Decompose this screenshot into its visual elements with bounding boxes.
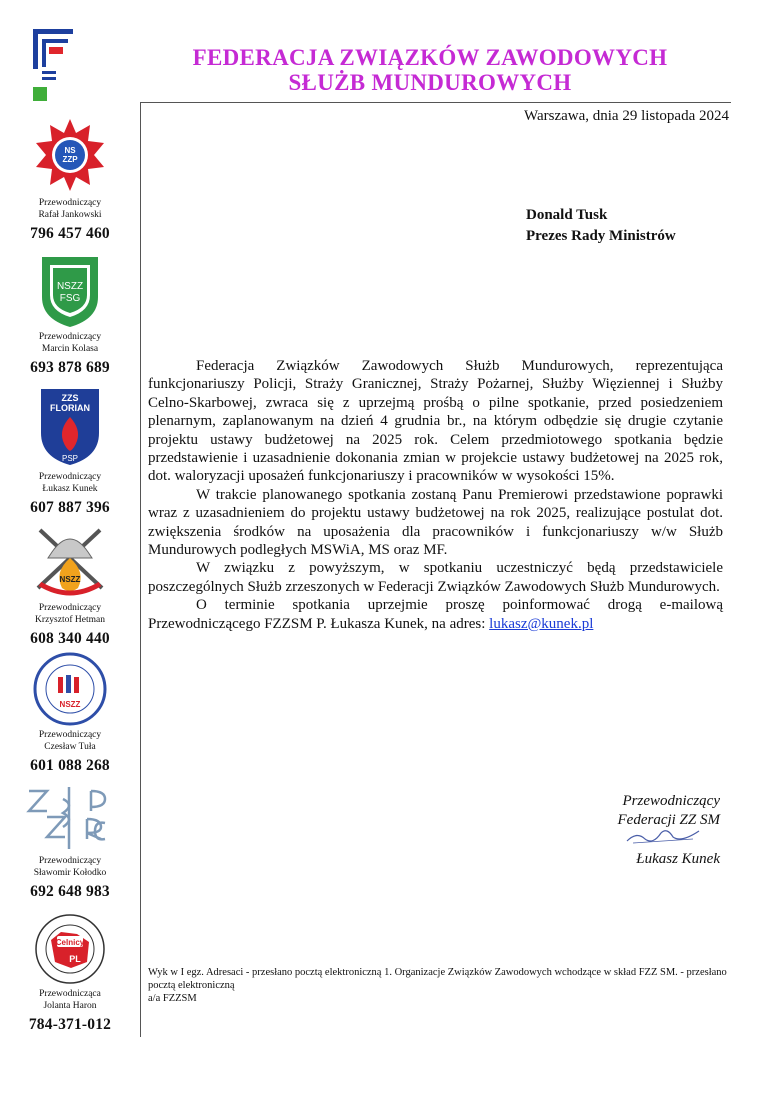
- member-phone: 692 648 983: [30, 883, 110, 900]
- member-role: Przewodniczący: [38, 332, 102, 342]
- letter-date: Warszawa, dnia 29 listopada 2024: [524, 108, 729, 124]
- letter-footer: [148, 966, 738, 1005]
- sidebar-divider: [140, 102, 141, 1037]
- member-phone: 607 887 396: [30, 499, 110, 516]
- header-divider: [140, 102, 731, 103]
- signature-name: Łukasz Kunek: [636, 851, 720, 867]
- member-phone: 784-371-012: [28, 1016, 112, 1033]
- florian-shield-icon: [37, 387, 103, 467]
- svg-text:FSG: FSG: [59, 293, 81, 304]
- sidebar-member-4: [0, 522, 140, 648]
- member-name: Sławomir Kołodko: [33, 868, 107, 878]
- sidebar-member-5: [0, 651, 140, 775]
- svg-text:PL: PL: [69, 954, 81, 964]
- footer-archive: a/a FZZSM: [148, 993, 197, 1004]
- sidebar-member-6: [0, 785, 140, 901]
- member-name: Rafał Jankowski: [38, 210, 102, 220]
- member-role: Przewodnicząca: [39, 989, 101, 999]
- member-phone: 601 088 268: [30, 757, 110, 774]
- organization-title-line2: SŁUŻB MUNDUROWYCH: [288, 70, 572, 95]
- member-phone: 796 457 460: [30, 225, 110, 242]
- border-guard-shield-icon: [32, 253, 108, 329]
- body-paragraph: W trakcie planowanego spotkania zostaną Panu Premierowi przedstawione poprawki wraz z uzasadnieniem do projektu ustawy budżetowej na rok 2025, realizujące postulat dot. zwiększenia środków na uposażenia dla pracowników i funkcjonariuszy w/w Służb Mundurowych podległych MSWiA, MS oraz MF.: [148, 486, 723, 559]
- organization-title-line1: FEDERACJA ZWIĄZKÓW ZAWODOWYCH: [192, 45, 668, 70]
- svg-text:PSP: PSP: [61, 454, 79, 463]
- police-star-emblem-icon: [32, 117, 108, 193]
- addressee-block: [526, 205, 676, 247]
- addressee-title: Prezes Rady Ministrów: [526, 228, 676, 244]
- handwritten-signature-icon: [623, 825, 703, 847]
- svg-text:ZZP: ZZP: [62, 155, 78, 164]
- body-paragraph: Federacja Związków Zawodowych Służb Mundurowych, reprezentująca funkcjonariuszy Policji, Straży Granicznej, Straży Pożarnej, Służby Więziennej i Służby Celno-Skarbowej, zwraca się z uprzejmą prośbą o pilne spotkanie, przed posiedzeniem plenarnym, zaplanowanym na dzień 4 grudnia br., na którym odbędzie się drugie czytanie projektu ustawy budżetowej na 2025 rok. Celem przedmiotowego spotkania będzie przedstawienie i uzasadnienie dokonania zmian w projekcie ustawy budżetowej na 2025 rok, dot. waloryzacji uposażeń funkcjonariuszy i pracowników w wysokości 15%.: [148, 358, 723, 485]
- member-role: Przewodniczący: [38, 198, 102, 208]
- body-paragraph: W związku z powyższym, w spotkaniu uczestniczyć będą przedstawiciele poszczególnych Służb zrzeszonych w Federacji Związków Zawodowych Służb Mundurowych.: [148, 560, 723, 595]
- svg-text:NSZZ: NSZZ: [59, 575, 81, 584]
- addressee-name: Donald Tusk: [526, 207, 608, 223]
- svg-text:NSZZ: NSZZ: [59, 700, 81, 709]
- member-phone: 693 878 689: [30, 359, 110, 376]
- svg-text:NS: NS: [64, 146, 76, 155]
- letter-body: [148, 357, 723, 633]
- email-link[interactable]: lukasz@kunek.pl: [489, 615, 594, 632]
- customs-caduceus-icon: [25, 785, 115, 851]
- fzzsm-logo-icon: [31, 29, 75, 103]
- body-paragraph-contact: [148, 596, 723, 633]
- svg-text:Celnicy: Celnicy: [55, 938, 85, 947]
- sidebar-member-3: [0, 387, 140, 517]
- member-role: Przewodniczący: [38, 856, 102, 866]
- celnicy-pl-seal-icon: [27, 912, 113, 986]
- signature-role: Przewodniczący: [622, 793, 720, 809]
- member-name: Marcin Kolasa: [41, 344, 99, 354]
- svg-text:FLORIAN: FLORIAN: [50, 403, 90, 413]
- member-name: Czesław Tuła: [44, 742, 96, 752]
- svg-text:NSZZ: NSZZ: [56, 281, 84, 292]
- svg-text:ZZS: ZZS: [61, 393, 79, 403]
- contact-text: O terminie spotkania uprzejmie proszę poinformować drogą e-mailową Przewodniczącego FZZSM P. Łukasza Kunek, na adres:: [148, 597, 723, 632]
- sidebar-member-7: [0, 912, 140, 1034]
- member-name: Krzysztof Hetman: [35, 615, 105, 625]
- member-name: Jolanta Haron: [43, 1001, 97, 1011]
- member-phone: 608 340 440: [30, 630, 110, 647]
- sidebar-member-2: [0, 253, 140, 377]
- member-role: Przewodniczący: [38, 730, 102, 740]
- member-name: Łukasz Kunek: [42, 484, 98, 494]
- fire-helmet-emblem-icon: [28, 522, 112, 600]
- footer-distribution: Wyk w I egz. Adresaci - przesłano pocztą elektroniczną 1. Organizacje Związków Zawodowych wchodzące w skład FZZ SM. - przesłano pocztą elektroniczną: [148, 967, 727, 991]
- signature-organization: Federacji ZZ SM: [617, 812, 720, 828]
- member-role: Przewodniczący: [38, 472, 102, 482]
- sidebar-member-1: [0, 117, 140, 243]
- member-role: Przewodniczący: [38, 603, 102, 613]
- prison-service-circle-icon: [28, 651, 112, 727]
